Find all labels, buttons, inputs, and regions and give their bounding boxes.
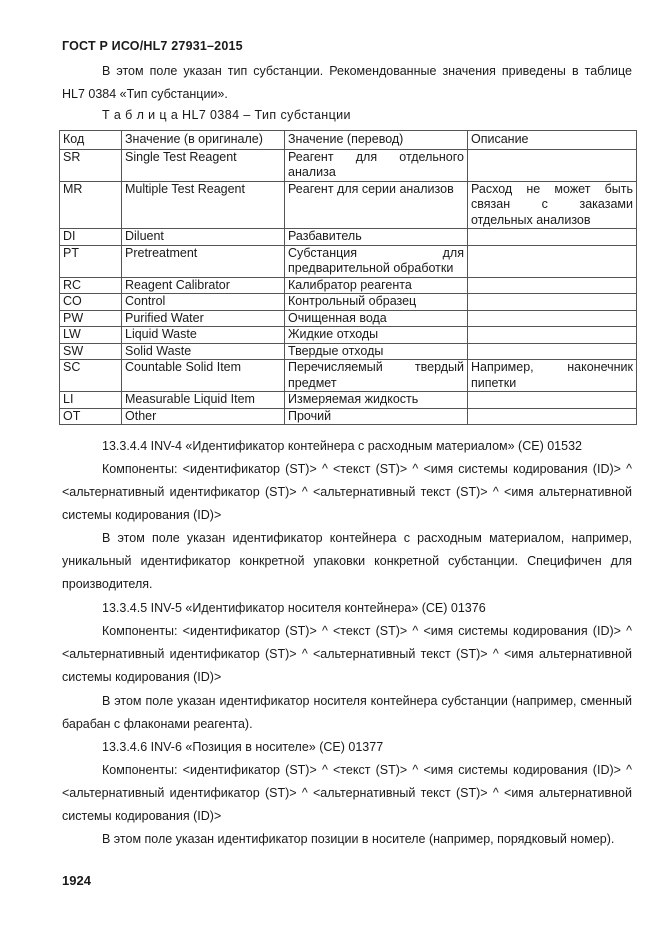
table-row [60,360,637,392]
cell-original: Other [122,408,285,425]
description-paragraph-inv4: В этом поле указан идентификатор контейнера с расходным материалом, например, уникальный идентификатор конкретной упаковки конкретной субстанции. Специфичен для производителя. [62,531,632,591]
cell-description [468,149,637,181]
section-heading-inv5: 13.3.4.5 INV-5 «Идентификатор носителя контейнера» (CE) 01376 [102,601,486,615]
cell-translation: Реагент для отдельного анализа [285,149,468,181]
cell-original: Purified Water [122,310,285,327]
table-row [60,229,637,246]
cell-translation: Очищенная вода [285,310,468,327]
cell-translation: Разбавитель [285,229,468,246]
cell-description: Например, наконечник пипетки [468,360,637,392]
document-header: ГОСТ Р ИСО/HL7 27931–2015 [62,39,243,53]
cell-original: Multiple Test Reagent [122,181,285,229]
cell-code: SC [60,360,122,392]
page-number: 1924 [62,873,91,888]
cell-original: Solid Waste [122,343,285,360]
section-heading-inv6: 13.3.4.6 INV-6 «Позиция в носителе» (CE) 01377 [102,740,384,754]
cell-original: Single Test Reagent [122,149,285,181]
cell-description [468,408,637,425]
cell-code: PT [60,245,122,277]
column-header-original: Значение (в оригинале) [122,131,285,150]
section-heading-inv4: 13.3.4.4 INV-4 «Идентификатор контейнера с расходным материалом» (CE) 01532 [102,439,582,453]
cell-description [468,277,637,294]
table-row [60,408,637,425]
cell-description [468,392,637,409]
components-paragraph-inv6: Компоненты: <идентификатор (ST)> ^ <текст (ST)> ^ <имя системы кодирования (ID)> ^ <альтернативный идентификатор (ST)> ^ <альтернативный текст (ST)> ^ <имя альтернативной системы кодирования (ID)> [62,763,632,823]
cell-code: LW [60,327,122,344]
description-paragraph-inv6: В этом поле указан идентификатор позиции в носителе (например, порядковый номер). [102,832,615,846]
cell-code: SR [60,149,122,181]
cell-translation: Измеряемая жидкость [285,392,468,409]
table-row [60,327,637,344]
cell-translation: Прочий [285,408,468,425]
components-paragraph-inv4: Компоненты: <идентификатор (ST)> ^ <текст (ST)> ^ <имя системы кодирования (ID)> ^ <альтернативный идентификатор (ST)> ^ <альтернативный текст (ST)> ^ <имя альтернативной системы кодирования (ID)> [62,462,632,522]
cell-translation: Перечисляемый твердый предмет [285,360,468,392]
substance-type-table [59,130,637,425]
cell-original: Liquid Waste [122,327,285,344]
column-header-description: Описание [468,131,637,150]
table-row [60,277,637,294]
components-paragraph-inv5: Компоненты: <идентификатор (ST)> ^ <текст (ST)> ^ <имя системы кодирования (ID)> ^ <альтернативный идентификатор (ST)> ^ <альтернативный текст (ST)> ^ <имя альтернативной системы кодирования (ID)> [62,624,632,684]
cell-code: LI [60,392,122,409]
table-row [60,310,637,327]
table-row [60,245,637,277]
cell-description [468,294,637,311]
cell-code: DI [60,229,122,246]
cell-translation: Твердые отходы [285,343,468,360]
cell-translation: Жидкие отходы [285,327,468,344]
cell-code: RC [60,277,122,294]
table-row [60,343,637,360]
table-row [60,181,637,229]
cell-code: MR [60,181,122,229]
table-row [60,392,637,409]
table-caption: Т а б л и ц а HL7 0384 – Тип субстанции [102,108,351,122]
cell-description: Расход не может быть связан с заказами отдельных анализов [468,181,637,229]
cell-description [468,327,637,344]
cell-code: PW [60,310,122,327]
table-row [60,149,637,181]
description-paragraph-inv5: В этом поле указан идентификатор носителя контейнера субстанции (например, сменный барабан с флаконами реагента). [62,694,632,731]
intro-paragraph: В этом поле указан тип субстанции. Рекомендованные значения приведены в таблице HL7 0384 «Тип субстанции». [62,64,632,101]
cell-description [468,343,637,360]
column-header-code: Код [60,131,122,150]
cell-description [468,310,637,327]
cell-code: OT [60,408,122,425]
cell-translation: Контрольный образец [285,294,468,311]
table-header-row [60,131,637,150]
cell-original: Control [122,294,285,311]
cell-translation: Калибратор реагента [285,277,468,294]
cell-description [468,229,637,246]
cell-original: Countable Solid Item [122,360,285,392]
cell-translation: Субстанция для предварительной обработки [285,245,468,277]
cell-original: Reagent Calibrator [122,277,285,294]
cell-original: Diluent [122,229,285,246]
cell-code: SW [60,343,122,360]
cell-original: Measurable Liquid Item [122,392,285,409]
table-row [60,294,637,311]
column-header-translation: Значение (перевод) [285,131,468,150]
cell-description [468,245,637,277]
cell-translation: Реагент для серии анализов [285,181,468,229]
cell-code: CO [60,294,122,311]
cell-original: Pretreatment [122,245,285,277]
